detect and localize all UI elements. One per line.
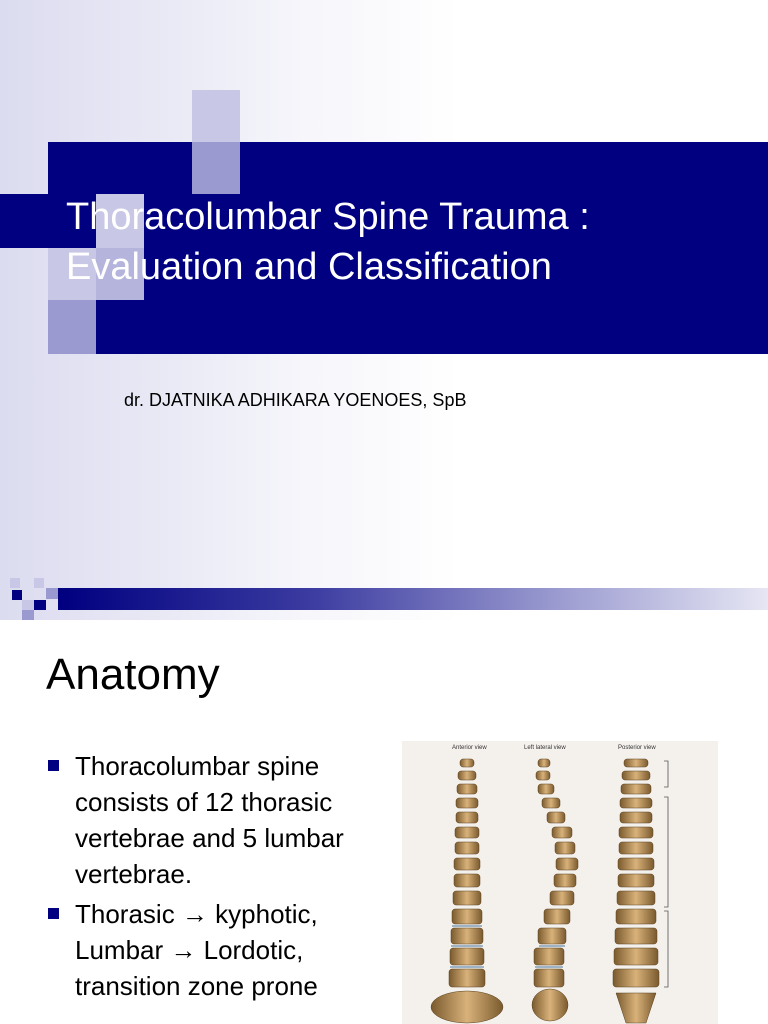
square-bullet-icon <box>48 760 59 771</box>
figure-label-posterior: Posterior view <box>618 745 656 751</box>
anatomy-slide <box>0 620 768 1024</box>
spine-illustration-icon <box>402 741 718 1024</box>
bullet-text: Thoracolumbar spine consists of 12 thorasic vertebrae and 5 lumbar vertebrae. <box>75 751 344 889</box>
footer-square <box>10 578 20 588</box>
decor-square <box>192 90 240 142</box>
footer-square <box>22 610 34 620</box>
bullet-text: Thorasic → kyphotic, Lumbar → Lordotic, transition zone prone <box>75 899 318 1001</box>
posterior-spine <box>613 759 659 1023</box>
slide-title-line-2: Evaluation and Classification <box>66 246 552 288</box>
slide-title <box>66 192 756 292</box>
slide-title-line-1: Thoracolumbar Spine Trauma : <box>66 196 590 238</box>
decor-square <box>0 194 48 248</box>
slide-heading: Anatomy <box>46 650 220 699</box>
lateral-spine <box>532 759 578 1021</box>
decor-square <box>48 300 96 354</box>
footer-square <box>22 600 34 610</box>
footer-square <box>12 590 22 600</box>
footer-square <box>34 578 44 588</box>
figure-label-lateral: Left lateral view <box>524 745 566 751</box>
bullet-list <box>46 748 376 1008</box>
decor-square <box>192 142 240 194</box>
region-brackets <box>664 761 668 987</box>
anterior-spine <box>431 759 503 1023</box>
spine-drawing <box>402 741 718 1024</box>
footer-gradient-bar <box>58 588 768 610</box>
footer-square <box>34 600 46 610</box>
bullet-item <box>46 748 376 892</box>
bullet-item <box>46 896 376 1004</box>
author-subtitle: dr. DJATNIKA ADHIKARA YOENOES, SpB <box>124 390 467 410</box>
square-bullet-icon <box>48 908 59 919</box>
footer-square <box>46 588 58 599</box>
figure-label-anterior: Anterior view <box>452 745 487 751</box>
